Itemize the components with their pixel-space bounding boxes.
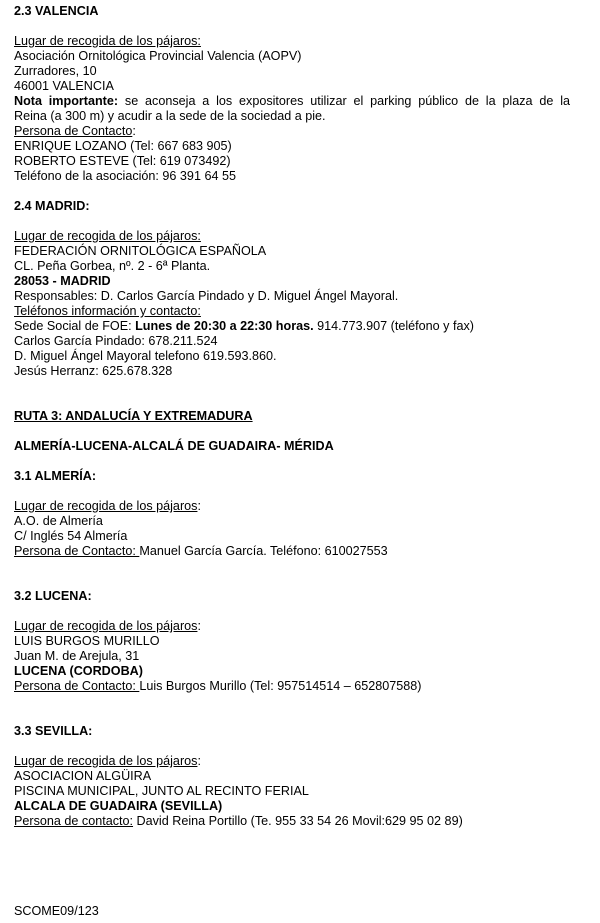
- contact-value: Luis Burgos Murillo (Tel: 957514514 – 652807588): [139, 679, 422, 693]
- document-page: [14, 4, 570, 829]
- section-heading-valencia: 2.3 VALENCIA: [14, 4, 99, 18]
- street-address: PISCINA MUNICIPAL, JUNTO AL RECINTO FERIAL: [14, 784, 309, 798]
- sede-phone: [14, 319, 570, 334]
- contact-label: Persona de contacto:: [14, 814, 134, 828]
- responsables: Responsables: D. Carlos García Pindado y D. Miguel Ángel Mayoral.: [14, 289, 399, 303]
- document-code: SCOME09/123: [14, 904, 99, 918]
- contact-line: [14, 814, 570, 829]
- section-heading-lucena: 3.2 LUCENA:: [14, 589, 92, 603]
- contact-label: Persona de Contacto:: [14, 679, 140, 693]
- pickup-label: Lugar de recogida de los pájaros: [14, 619, 198, 633]
- city-address: LUCENA (CORDOBA): [14, 664, 143, 678]
- section-heading-sevilla: 3.3 SEVILLA:: [14, 724, 93, 738]
- section-heading-almeria: 3.1 ALMERÍA:: [14, 469, 97, 483]
- street-address: Zurradores, 10: [14, 64, 97, 78]
- pickup-colon: :: [197, 499, 201, 513]
- contact-colon: :: [132, 124, 136, 138]
- pickup-colon: :: [197, 619, 201, 633]
- org-name: ASOCIACION ALGÜIRA: [14, 769, 152, 783]
- city-address: 28053 - MADRID: [14, 274, 111, 288]
- org-name: Asociación Ornitológica Provincial Valencia (AOPV): [14, 49, 302, 63]
- pickup-label: Lugar de recogida de los pájaros: [14, 754, 198, 768]
- contact-line: [14, 544, 570, 559]
- contact-entry: Jesús Herranz: 625.678.328: [14, 364, 173, 378]
- important-note: [14, 94, 570, 109]
- sede-number: 914.773.907 (teléfono y fax): [313, 319, 474, 333]
- pickup-colon: :: [197, 754, 201, 768]
- contact-value: David Reina Portillo (Te. 955 33 54 26 Movil:629 95 02 89): [133, 814, 463, 828]
- contact-line: [14, 679, 570, 694]
- city-address: ALCALA DE GUADAIRA (SEVILLA): [14, 799, 223, 813]
- contact-value: Manuel García García. Teléfono: 610027553: [139, 544, 388, 558]
- street-address: C/ Inglés 54 Almería: [14, 529, 128, 543]
- association-phone: Teléfono de la asociación: 96 391 64 55: [14, 169, 236, 183]
- org-name: FEDERACIÓN ORNITOLÓGICA ESPAÑOLA: [14, 244, 267, 258]
- sede-label: Sede Social de FOE:: [14, 319, 136, 333]
- pickup-label: Lugar de recogida de los pájaros:: [14, 34, 201, 48]
- city-address: 46001 VALENCIA: [14, 79, 114, 93]
- contact-entry: D. Miguel Ángel Mayoral telefono 619.593.860.: [14, 349, 277, 363]
- note-label: Nota importante:: [14, 94, 119, 108]
- contact-entry: Carlos García Pindado: 678.211.524: [14, 334, 218, 348]
- note-text: se aconseja a los expositores utilizar el parking público de la plaza de la: [118, 94, 570, 108]
- route-subtitle: ALMERÍA-LUCENA-ALCALÁ DE GUADAIRA- MÉRIDA: [14, 439, 334, 453]
- section-heading-madrid: 2.4 MADRID:: [14, 199, 90, 213]
- street-address: CL. Peña Gorbea, nº. 2 - 6ª Planta.: [14, 259, 211, 273]
- pickup-heading: [14, 754, 570, 769]
- street-address: Juan M. de Arejula, 31: [14, 649, 140, 663]
- pickup-label: Lugar de recogida de los pájaros: [14, 499, 198, 513]
- sede-hours: Lunes de 20:30 a 22:30 horas.: [135, 319, 314, 333]
- pickup-label: Lugar de recogida de los pájaros:: [14, 229, 201, 243]
- org-name: LUIS BURGOS MURILLO: [14, 634, 160, 648]
- contact-entry: ROBERTO ESTEVE (Tel: 619 073492): [14, 154, 231, 168]
- contact-label: Persona de Contacto: [14, 124, 133, 138]
- pickup-heading: [14, 499, 570, 514]
- contact-entry: ENRIQUE LOZANO (Tel: 667 683 905): [14, 139, 232, 153]
- contact-heading: [14, 124, 570, 139]
- org-name: A.O. de Almería: [14, 514, 103, 528]
- route-title: RUTA 3: ANDALUCÍA Y EXTREMADURA: [14, 409, 253, 423]
- contact-label: Persona de Contacto:: [14, 544, 140, 558]
- phones-label: Teléfonos información y contacto:: [14, 304, 201, 318]
- pickup-heading: [14, 619, 570, 634]
- important-note-continued: Reina (a 300 m) y acudir a la sede de la sociedad a pie.: [14, 109, 326, 123]
